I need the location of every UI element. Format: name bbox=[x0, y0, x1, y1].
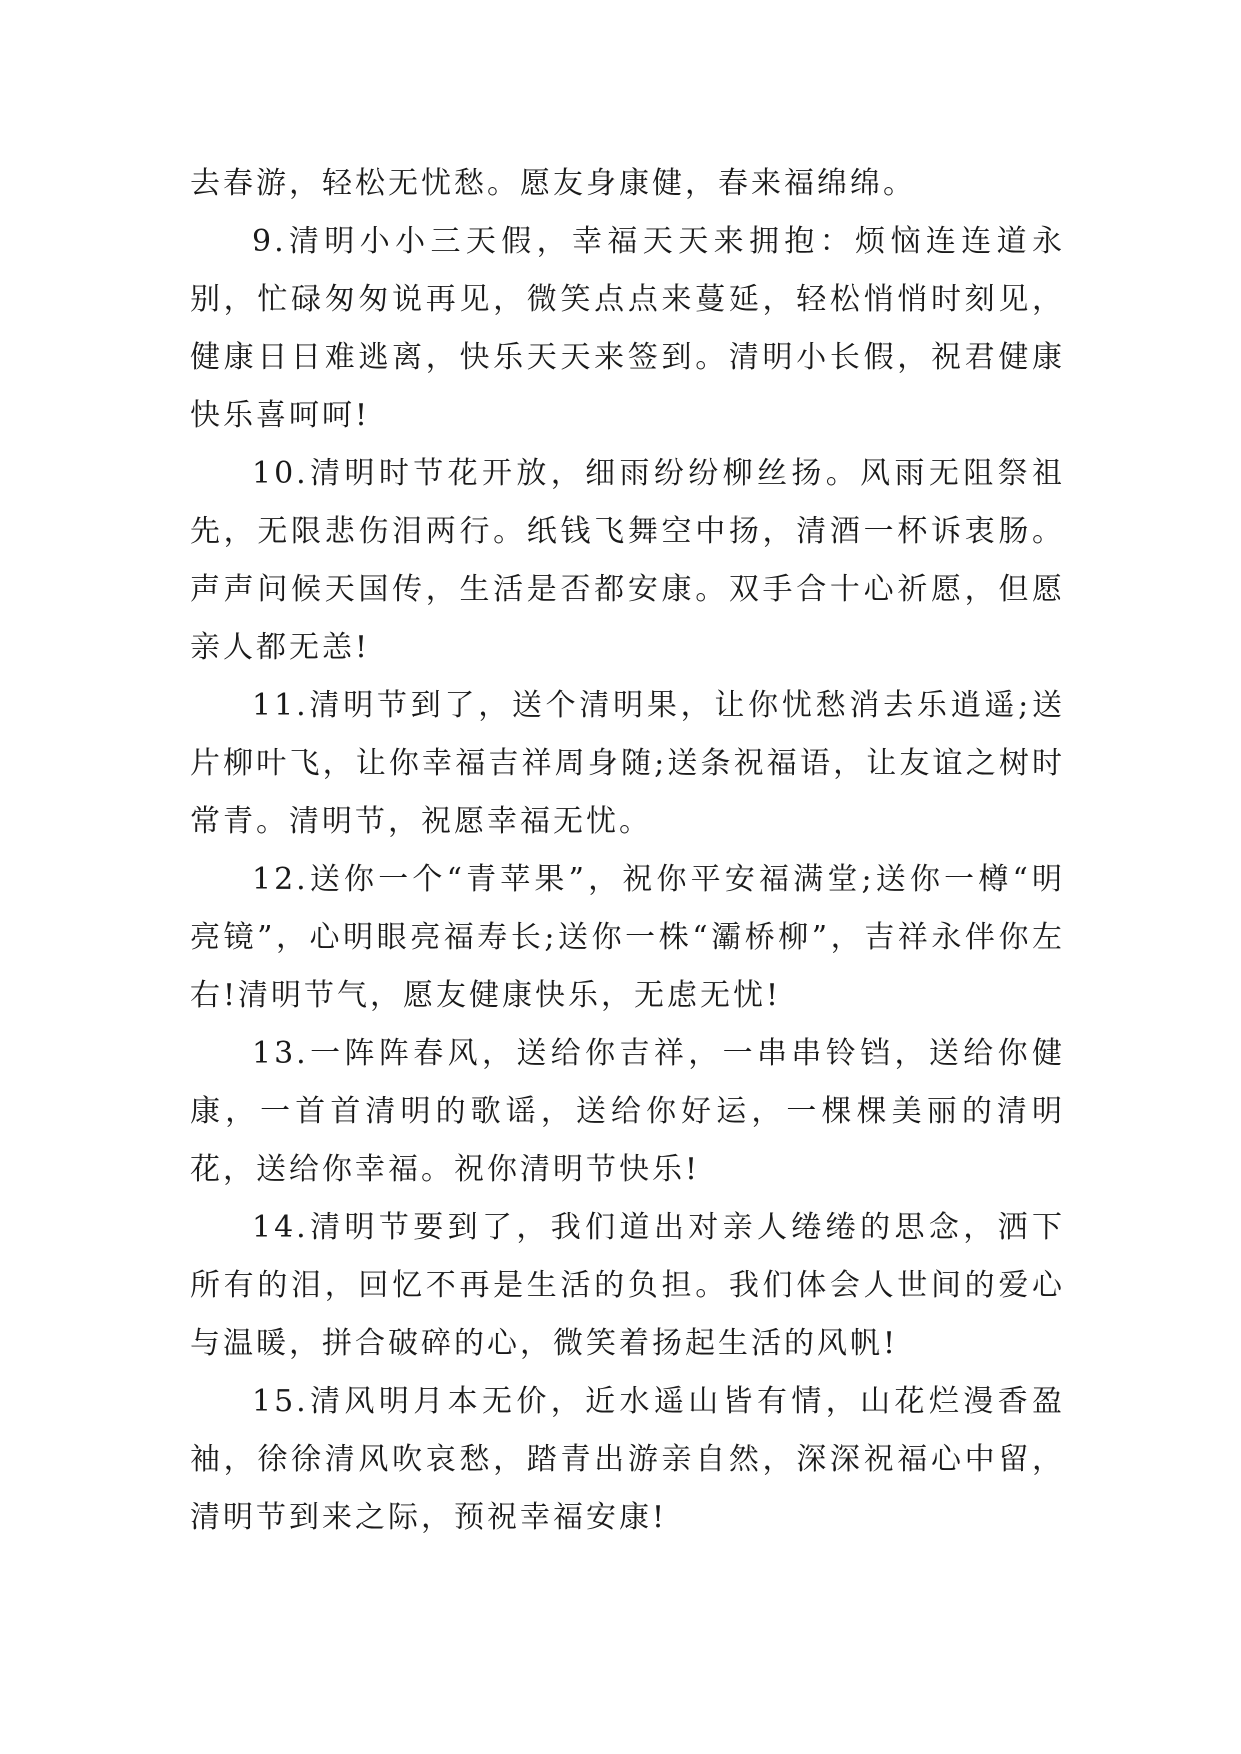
paragraph-item-10: 10.清明时节花开放，细雨纷纷柳丝扬。风雨无阻祭祖先，无限悲伤泪两行。纸钱飞舞空中扬，清酒一杯诉衷肠。声声问候天国传，生活是否都安康。双手合十心祈愿，但愿亲人都无恙! bbox=[190, 456, 1065, 665]
paragraph-item-14: 14.清明节要到了，我们道出对亲人绻绻的思念，洒下所有的泪，回忆不再是生活的负担。我们体会人世间的爱心与温暖，拼合破碎的心，微笑着扬起生活的风帆! bbox=[190, 1210, 1065, 1361]
paragraph-item-13: 13.一阵阵春风，送给你吉祥，一串串铃铛，送给你健康，一首首清明的歌谣，送给你好运，一棵棵美丽的清明花，送给你幸福。祝你清明节快乐! bbox=[190, 1036, 1065, 1187]
paragraph-item-11: 11.清明节到了，送个清明果，让你忧愁消去乐逍遥;送片柳叶飞，让你幸福吉祥周身随;送条祝福语，让友谊之树时常青。清明节，祝愿幸福无忧。 bbox=[190, 688, 1065, 839]
paragraph-item-12: 12.送你一个“青苹果”，祝你平安福满堂;送你一樽“明亮镜”，心明眼亮福寿长;送你一株“灞桥柳”，吉祥永伴你左右!清明节气，愿友健康快乐，无虑无忧! bbox=[190, 862, 1065, 1013]
paragraph-continuation: 去春游，轻松无忧愁。愿友身康健，春来福绵绵。 bbox=[190, 166, 916, 201]
paragraph-item-9: 9.清明小小三天假，幸福天天来拥抱：烦恼连连道永别，忙碌匆匆说再见，微笑点点来蔓延，轻松悄悄时刻见，健康日日难逃离，快乐天天来签到。清明小长假，祝君健康快乐喜呵呵! bbox=[190, 224, 1065, 433]
paragraph-item-15: 15.清风明月本无价，近水遥山皆有情，山花烂漫香盈袖，徐徐清风吹哀愁，踏青出游亲自然，深深祝福心中留，清明节到来之际，预祝幸福安康! bbox=[190, 1384, 1065, 1535]
document-body bbox=[190, 155, 1065, 1547]
